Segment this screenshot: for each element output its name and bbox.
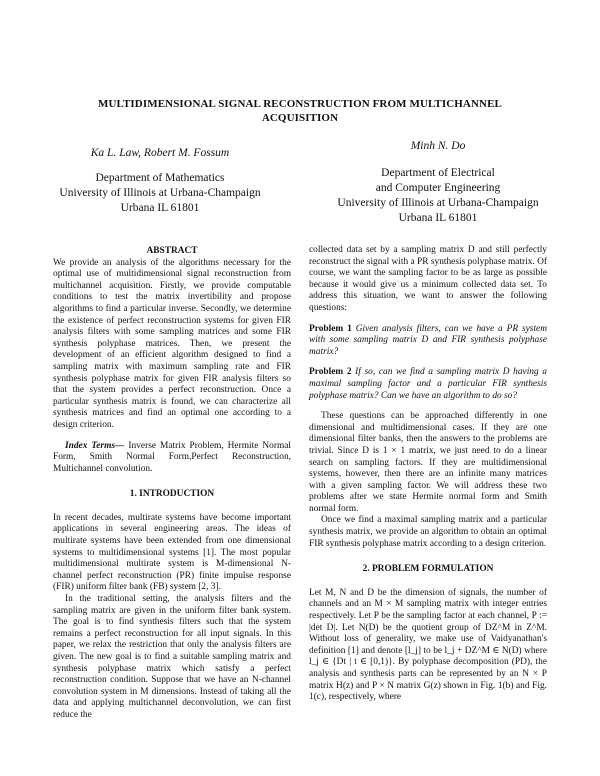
intro-paragraph-1: In recent decades, multirate systems have become important applications in several engineering areas. The ideas of multirate systems have been extended from one dimensional systems to multidimensional systems [1]. The most popular multidimensional multirate system is M-dimensional N-channel perfect reconstruction (PR) finite impulse response (FIR) uniform filter bank (FB) system [2, 3]. bbox=[53, 512, 291, 593]
index-terms-label: Index Terms— bbox=[65, 440, 125, 451]
abstract-text: We provide an analysis of the algorithms necessary for the optimal use of multidimensional signal reconstruction from multichannel acquisition. Firstly, we provide computable conditions to test the matrix invertibility and propose algorithms to find a particular inverse. Secondly, we determine the existence of perfect reconstruction systems for given FIR analysis filters with some sampling matrices and some FIR synthesis polyphase matrices. Then, we present the development of an efficient algorithm designed to find a sampling matrix with maximum sampling rate and FIR synthesis polyphase matrix for given FIR analysis filters so that the system provides a perfect reconstruction. Once a particular synthesis matrix is found, we can characterize all synthesis matrices and find an optimal one according to a design criterion. bbox=[53, 257, 291, 430]
abstract-heading: ABSTRACT bbox=[146, 246, 198, 256]
problem-1-label: Problem 1 bbox=[309, 323, 352, 334]
section-2-heading: 2. PROBLEM FORMULATION bbox=[362, 564, 494, 575]
intro-heading: 1. INTRODUCTION bbox=[129, 489, 215, 500]
problem-2-label: Problem 2 bbox=[309, 367, 352, 378]
right-paragraph-3: Once we find a maximal sampling matrix and a particular synthesis matrix, we provide an algorithm to obtain an optimal FIR synthesis polyphase matrix according to a design criterion. bbox=[309, 515, 547, 549]
problem-1 bbox=[309, 324, 547, 359]
author-names-left: Ka L. Law, Robert M. Fossum bbox=[90, 147, 230, 159]
title-line-2: ACQUISITION bbox=[261, 112, 339, 124]
right-paragraph-4: Let M, N and D be the dimension of signals, the number of channels and an M × M sampling matrix with integer entries respectively. Let P be the sampling factor at each channel, P := |det D|. Let N(D) be the quotient group of DZ^M in Z^M. Without loss of generality, we make use of Vaidyanathan's definition [1] and denote [l_j] to be l_j + DZ^M ∈ N(D) where l_j ∈ {Dt | t ∈ [0,1)}. By polyphase decomposition (PD), the analysis and synthesis parts can be represented by an N × P matrix H(z) and P × N matrix G(z) shown in Fig. 1(b) and Fig. 1(c), respectively, where bbox=[309, 587, 547, 703]
left-column bbox=[53, 246, 291, 722]
author-city-left: Urbana IL 61801 bbox=[120, 202, 200, 214]
problem-2 bbox=[309, 367, 547, 402]
title-line-1: MULTIDIMENSIONAL SIGNAL RECONSTRUCTION FROM MULTICHANNEL bbox=[98, 98, 502, 110]
author-univ-right: University of Illinois at Urbana-Champaign bbox=[337, 197, 539, 209]
author-univ-left: University of Illinois at Urbana-Champaign bbox=[59, 187, 261, 199]
author-block-right bbox=[318, 139, 558, 226]
author-dept-left: Department of Mathematics bbox=[95, 172, 225, 184]
author-dept-right-1: Department of Electrical bbox=[381, 167, 495, 179]
right-paragraph-1: collected data set by a sampling matrix D and still perfectly reconstruct the signal with a PR synthesis polyphase matrix. Of course, we want the sampling factor to be as large as possible because it would give us a minimum collected data set. To address this situation, we want to answer the following questions: bbox=[309, 245, 547, 313]
problem-1-text: Given analysis filters, can we have a PR system with some sampling matrix D and FIR synthesis polyphase matrix? bbox=[309, 323, 547, 357]
paper-title bbox=[60, 97, 540, 125]
index-terms bbox=[53, 441, 291, 476]
right-column bbox=[309, 245, 547, 704]
intro-paragraph-2: In the traditional setting, the analysis filters and the sampling matrix are given in the uniform filter bank system. The goal is to find synthesis filters such that the system remains a perfect reconstruction for all input signals. In this paper, we relax the restriction that only the analysis filters are given. The new goal is to find a suitable sampling matrix and synthesis polyphase matrix which satisfy a perfect reconstruction condition. Suppose that we have an N-channel convolution system in M dimensions. Instead of taking all the data and applying multichannel deconvolution, we can first reduce the bbox=[53, 594, 291, 720]
index-terms-text: Inverse Matrix Problem, Hermite Normal Form, Smith Normal Form,Perfect Reconstruction, Multichannel convolution. bbox=[53, 440, 292, 474]
author-names-right: Minh N. Do bbox=[410, 140, 466, 152]
right-paragraph-2: These questions can be approached differently in one dimensional and multidimensional cases. If they are one dimensional filter banks, then the answers to the problems are trivial. Since D is 1 × 1 matrix, we just need to do a linear search on sampling factors. If they are multidimensional systems, however, then there are an infinite many matrices with a given sampling factor. We will address these two problems after we state Hermite normal form and Smith normal form. bbox=[309, 411, 547, 514]
author-dept-right-2: and Computer Engineering bbox=[375, 182, 501, 194]
author-block-left bbox=[50, 146, 270, 216]
author-city-right: Urbana IL 61801 bbox=[398, 212, 478, 224]
problem-2-text: If so, can we find a sampling matrix D having a maximal sampling factor and a particular FIR synthesis polyphase matrix? Can we have an algorithm to do so? bbox=[309, 367, 547, 401]
